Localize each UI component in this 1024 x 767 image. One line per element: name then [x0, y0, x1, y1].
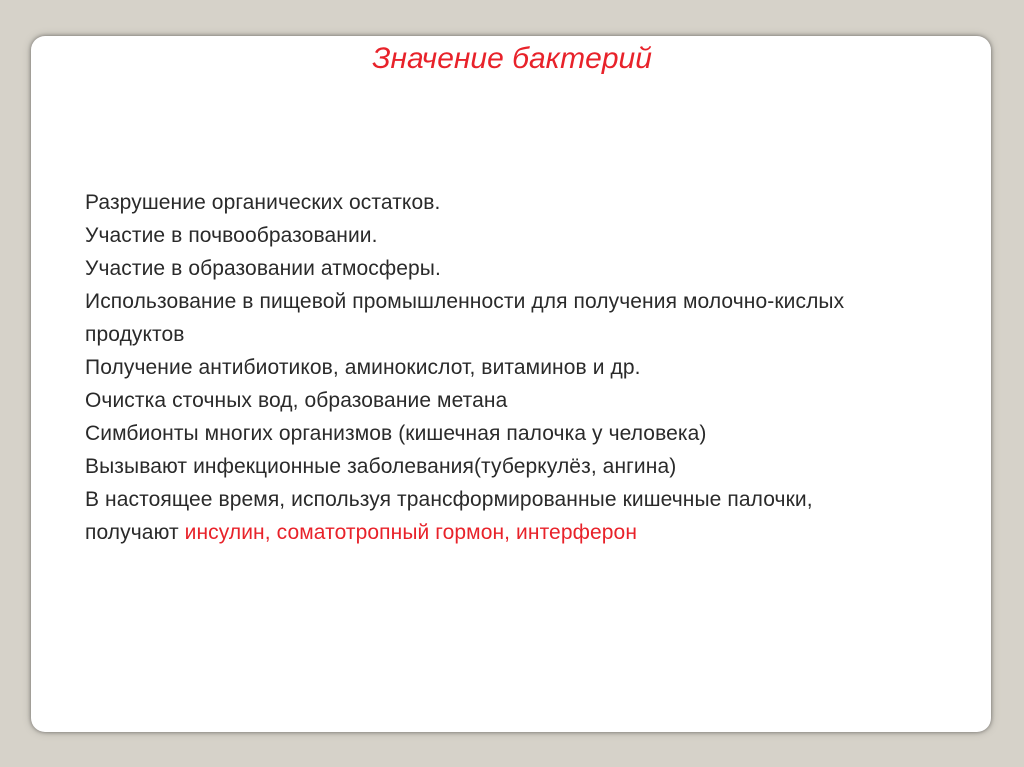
list-item: Симбионты многих организмов (кишечная палочка у человека): [85, 422, 707, 445]
slide-title: Значение бактерий: [372, 42, 652, 75]
list-item: Участие в образовании атмосферы.: [85, 257, 441, 280]
list-item: Получение антибиотиков, аминокислот, витаминов и др.: [85, 356, 641, 379]
slide-content: [85, 186, 905, 549]
highlighted-products: инсулин, соматотропный гормон, интерферон: [184, 521, 638, 544]
list-item: Очистка сточных вод, образование метана: [85, 389, 508, 412]
list-item: Использование в пищевой промышленности для получения молочно-кислых продуктов: [85, 290, 845, 346]
list-item-last: [85, 483, 905, 549]
list-item: Вызывают инфекционные заболевания(туберкулёз, ангина): [85, 455, 677, 478]
list-item: Разрушение органических остатков.: [85, 191, 441, 214]
list-item-text: В настоящее время, используя трансформированные кишечные палочки, получают: [85, 488, 813, 544]
list-item: Участие в почвообразовании.: [85, 224, 378, 247]
